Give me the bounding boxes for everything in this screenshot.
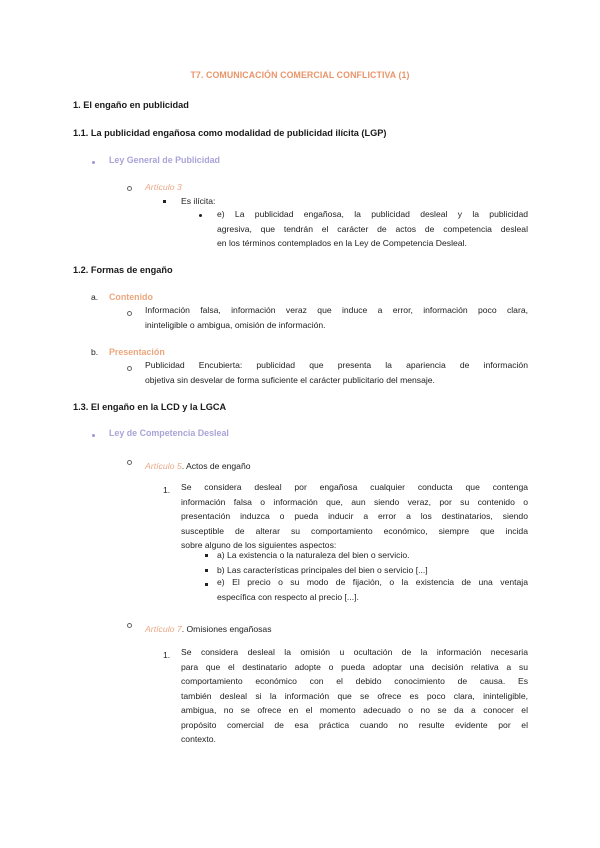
article-7-paragraph (181, 645, 528, 747)
article-5-item-a: a) La existencia o la naturaleza del bien o servicio. (217, 550, 410, 560)
presentacion-text (145, 358, 528, 387)
label-presentacion: Presentación (109, 347, 165, 357)
item-e-line: e) El precio o su modo de fijación, o la existencia de una ventaja (217, 577, 528, 587)
circle-bullet-icon (127, 623, 132, 628)
section-heading-1-2: 1.2. Formas de engaño (73, 265, 173, 275)
article-7-title: . Omisiones engañosas (181, 624, 272, 634)
section-heading-1-3: 1.3. El engaño en la LCD y la LGCA (73, 402, 227, 412)
contenido-text (145, 303, 528, 332)
list-number-1: 1. (163, 485, 171, 495)
section-heading-1-1: 1.1. La publicidad engañosa como modalidad de publicidad ilícita (LGP) (73, 128, 387, 138)
article-7-line: para que el destinatario adopte o pueda adoptar una decisión relativa a su (181, 661, 528, 672)
article-7-line: Se considera desleal la omisión u ocultación de la información necesaria (181, 647, 528, 657)
square-bullet-icon (205, 569, 208, 572)
item-e-line: en los términos contemplados en la Ley de Competencia Desleal. (217, 238, 467, 248)
list-marker-a: a. (91, 292, 99, 302)
es-ilicita-text: Es ilícita: (181, 196, 216, 206)
article-5-title: . Actos de engaño (181, 461, 251, 471)
circle-bullet-icon (127, 311, 132, 316)
article-5-line: información falsa o información que, aun siendo veraz, por su contenido o (181, 496, 528, 507)
document-title: T7. COMUNICACIÓN COMERCIAL CONFLICTIVA (1) (190, 70, 410, 80)
list-marker-b: b. (91, 347, 99, 357)
article-5-line: presentación induzca o pueda inducir a error a los destinatarios, siendo (181, 511, 528, 521)
bullet-dot-icon (92, 161, 95, 164)
article-3-label: Artículo 3 (145, 182, 182, 192)
presentacion-line: Publicidad Encubierta: publicidad que presenta la apariencia de información (145, 360, 528, 370)
contenido-line: ininteligible o ambigua, omisión de información. (145, 319, 326, 330)
article-7-line: comportamiento económico con el debido conocimiento de causa. Es (181, 676, 528, 686)
article-7-heading (145, 619, 272, 637)
article-5-heading (145, 456, 251, 474)
article-5-line: Se considera desleal por engañosa cualquier conducta que contenga (181, 482, 528, 492)
article-5-line: susceptible de alterar su comportamiento económico, siempre que incida (181, 525, 528, 536)
section-heading-1: 1. El engaño en publicidad (73, 100, 189, 110)
bullet-dot-icon (199, 214, 202, 217)
article-7-line: también desleal si la información que se ofrece es poco clara, ininteligible, (181, 690, 528, 701)
contenido-line: Información falsa, información veraz que induce a error, información poco clara, (145, 305, 528, 315)
article-7-label: Artículo 7 (145, 624, 182, 634)
article-7-line: propósito comercial de esa práctica cuando no resulte evidente por el (181, 719, 528, 730)
article-5-item-e (217, 575, 528, 604)
circle-bullet-icon (127, 460, 132, 465)
bullet-dot-icon (92, 434, 95, 437)
square-bullet-icon (205, 583, 208, 586)
article-7-line: ambigua, no se ofrece en el momento adecuado o no se da a conocer el (181, 705, 528, 715)
circle-bullet-icon (127, 186, 132, 191)
article-5-line: sobre alguno de los siguientes aspectos: (181, 540, 337, 550)
article-5-label: Artículo 5 (145, 461, 182, 471)
article-5-paragraph (181, 480, 528, 553)
article-7-line: contexto. (181, 734, 216, 744)
item-e-line: específica con respecto al precio [...]. (217, 591, 359, 602)
article-3-item-e (217, 207, 528, 251)
article-5-item-b: b) Las características principales del bien o servicio [...] (217, 565, 428, 575)
label-contenido: Contenido (109, 292, 153, 302)
item-e-line: agresiva, que tendrán el carácter de actos de competencia desleal (217, 223, 528, 234)
presentacion-line: objetiva sin desvelar de forma suficiente el carácter publicitario del mensaje. (145, 374, 435, 385)
law-title-lgp: Ley General de Publicidad (109, 155, 220, 165)
law-title-lcd: Ley de Competencia Desleal (109, 428, 229, 438)
square-bullet-icon (205, 554, 208, 557)
list-number-1: 1. (163, 650, 171, 660)
square-bullet-icon (163, 200, 166, 203)
circle-bullet-icon (127, 366, 132, 371)
item-e-line: e) La publicidad engañosa, la publicidad desleal y la publicidad (217, 209, 528, 219)
